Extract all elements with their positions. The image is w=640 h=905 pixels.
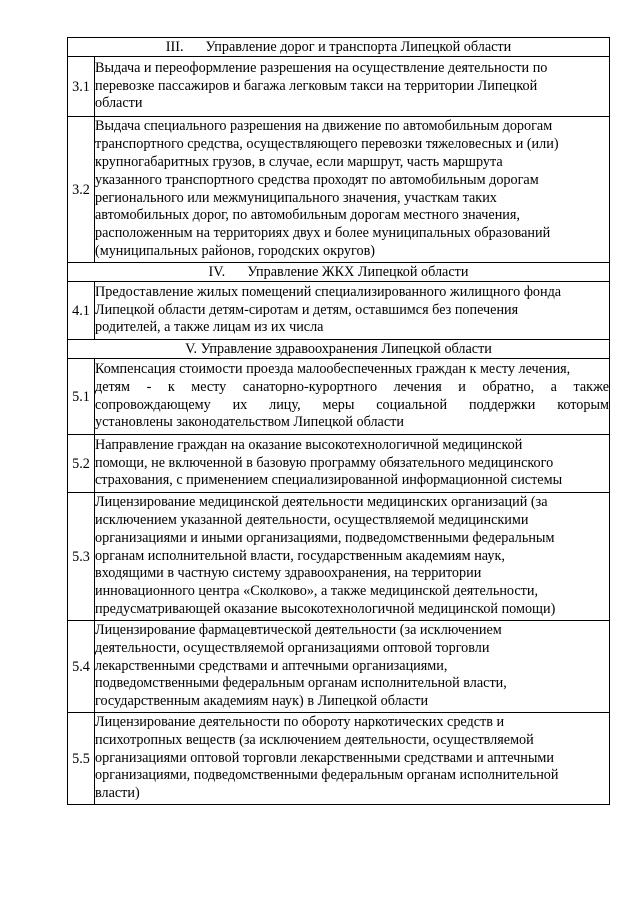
text-line: власти) xyxy=(95,785,140,802)
text-line: крупногабаритных грузов, в случае, если маршрут, часть маршрута xyxy=(95,153,503,170)
text-line: Компенсация стоимости проезда малообеспеченных граждан к месту лечения, xyxy=(95,360,571,377)
services-table xyxy=(67,37,610,805)
text-line: подведомственными федеральным органам исполнительной власти, xyxy=(95,675,507,692)
section-header-row xyxy=(68,38,610,57)
table-row xyxy=(68,713,610,805)
row-text xyxy=(95,359,610,435)
row-number: 4.1 xyxy=(68,282,95,340)
section-heading-5: V. Управление здравоохранения Липецкой области xyxy=(68,340,610,359)
text-line: расположенным на территориях двух и более муниципальных образований xyxy=(95,225,551,242)
text-line: родителей, а также лицам из их числа xyxy=(95,319,324,336)
row-text xyxy=(95,621,610,713)
row-number: 3.2 xyxy=(68,117,95,263)
table-row xyxy=(68,621,610,713)
row-text xyxy=(95,57,610,117)
row-number: 5.4 xyxy=(68,621,95,713)
row-text xyxy=(95,282,610,340)
row-text xyxy=(95,117,610,263)
table-row xyxy=(68,493,610,621)
text-line: Выдача и переоформление разрешения на осуществление деятельности по xyxy=(95,59,548,76)
text-line: организациями и иными организациями, подведомственными федеральным xyxy=(95,529,555,546)
text-line: Лицензирование деятельности по обороту наркотических средств и xyxy=(95,714,505,730)
text-line: Лицензирование фармацевтической деятельности (за исключением xyxy=(95,622,502,638)
document-page xyxy=(67,37,609,805)
section-title: Управление ЖКХ Липецкой области xyxy=(247,263,469,280)
text-line: входящими в частную систему здравоохранения, на территории xyxy=(95,565,482,582)
text-line: регионального или межмуниципального значения, участкам таких xyxy=(95,189,497,206)
text-line: указанного транспортного средства проходят по автомобильным дорогам xyxy=(95,171,539,188)
row-text xyxy=(95,493,610,621)
text-line: детям - к месту санаторно-курортного лечения и обратно, а также xyxy=(95,378,609,395)
text-line: государственным академиям наук) в Липецкой области xyxy=(95,693,429,710)
text-line: исключением указанной деятельности, осуществляемой медицинскими xyxy=(95,512,529,528)
text-line: Направление граждан на оказание высокотехнологичной медицинской xyxy=(95,436,523,453)
table-row xyxy=(68,57,610,117)
text-line: сопровождающему их лицу, меры социальной поддержки которым xyxy=(95,396,609,413)
text-line: инновационного центра «Сколково», а также медицинской деятельности, xyxy=(95,583,539,600)
section-header-row xyxy=(68,263,610,282)
text-line: органам исполнительной власти, государственным академиям наук, xyxy=(95,547,505,564)
text-line: лекарственными средствами и аптечными организациями, xyxy=(95,657,448,674)
text-line: психотропных веществ (за исключением деятельности, осуществляемой xyxy=(95,731,534,748)
row-text xyxy=(95,713,610,805)
table-row xyxy=(68,117,610,263)
text-line: предусматривающей оказание высокотехнологичной медицинской помощи) xyxy=(95,600,556,617)
text-line: перевозке пассажиров и багажа легковым такси на территории Липецкой xyxy=(95,77,538,94)
row-text xyxy=(95,435,610,493)
row-number: 5.1 xyxy=(68,359,95,435)
text-line: установлены законодательством Липецкой области xyxy=(95,414,404,431)
section-number: IV. xyxy=(208,263,226,280)
table-row xyxy=(68,435,610,493)
section-title: Управление дорог и транспорта Липецкой области xyxy=(205,38,512,55)
text-line: организациями, подведомственными федеральным органам исполнительной xyxy=(95,767,559,784)
section-number: III. xyxy=(165,38,184,55)
section-header-row xyxy=(68,340,610,359)
table-row xyxy=(68,282,610,340)
text-line: Выдача специального разрешения на движение по автомобильным дорогам xyxy=(95,118,553,135)
text-line: организациями оптовой торговли лекарственными средствами и аптечными xyxy=(95,749,554,766)
text-line: автомобильных дорог, по автомобильным дорогам местного значения, xyxy=(95,207,520,224)
text-line: Лицензирование медицинской деятельности медицинских организаций (за xyxy=(95,494,548,511)
text-line: деятельности, осуществляемой организациями оптовой торговли xyxy=(95,639,490,656)
text-line: помощи, не включенной в базовую программу обязательного медицинского xyxy=(95,454,554,471)
text-line: транспортного средства, осуществляющего перевозки тяжеловесных и (или) xyxy=(95,136,559,153)
text-line: Предоставление жилых помещений специализированного жилищного фонда xyxy=(95,283,562,300)
text-line: (муниципальных районов, городских округов) xyxy=(95,242,376,259)
section-heading-3 xyxy=(68,38,610,57)
text-line: области xyxy=(95,95,143,112)
row-number: 5.2 xyxy=(68,435,95,493)
row-number: 5.3 xyxy=(68,493,95,621)
table-row xyxy=(68,359,610,435)
text-line: страхования, с применением специализированной информационной системы xyxy=(95,472,563,489)
row-number: 5.5 xyxy=(68,713,95,805)
row-number: 3.1 xyxy=(68,57,95,117)
text-line: Липецкой области детям-сиротам и детям, оставшимся без попечения xyxy=(95,301,519,318)
section-heading-4 xyxy=(68,263,610,282)
